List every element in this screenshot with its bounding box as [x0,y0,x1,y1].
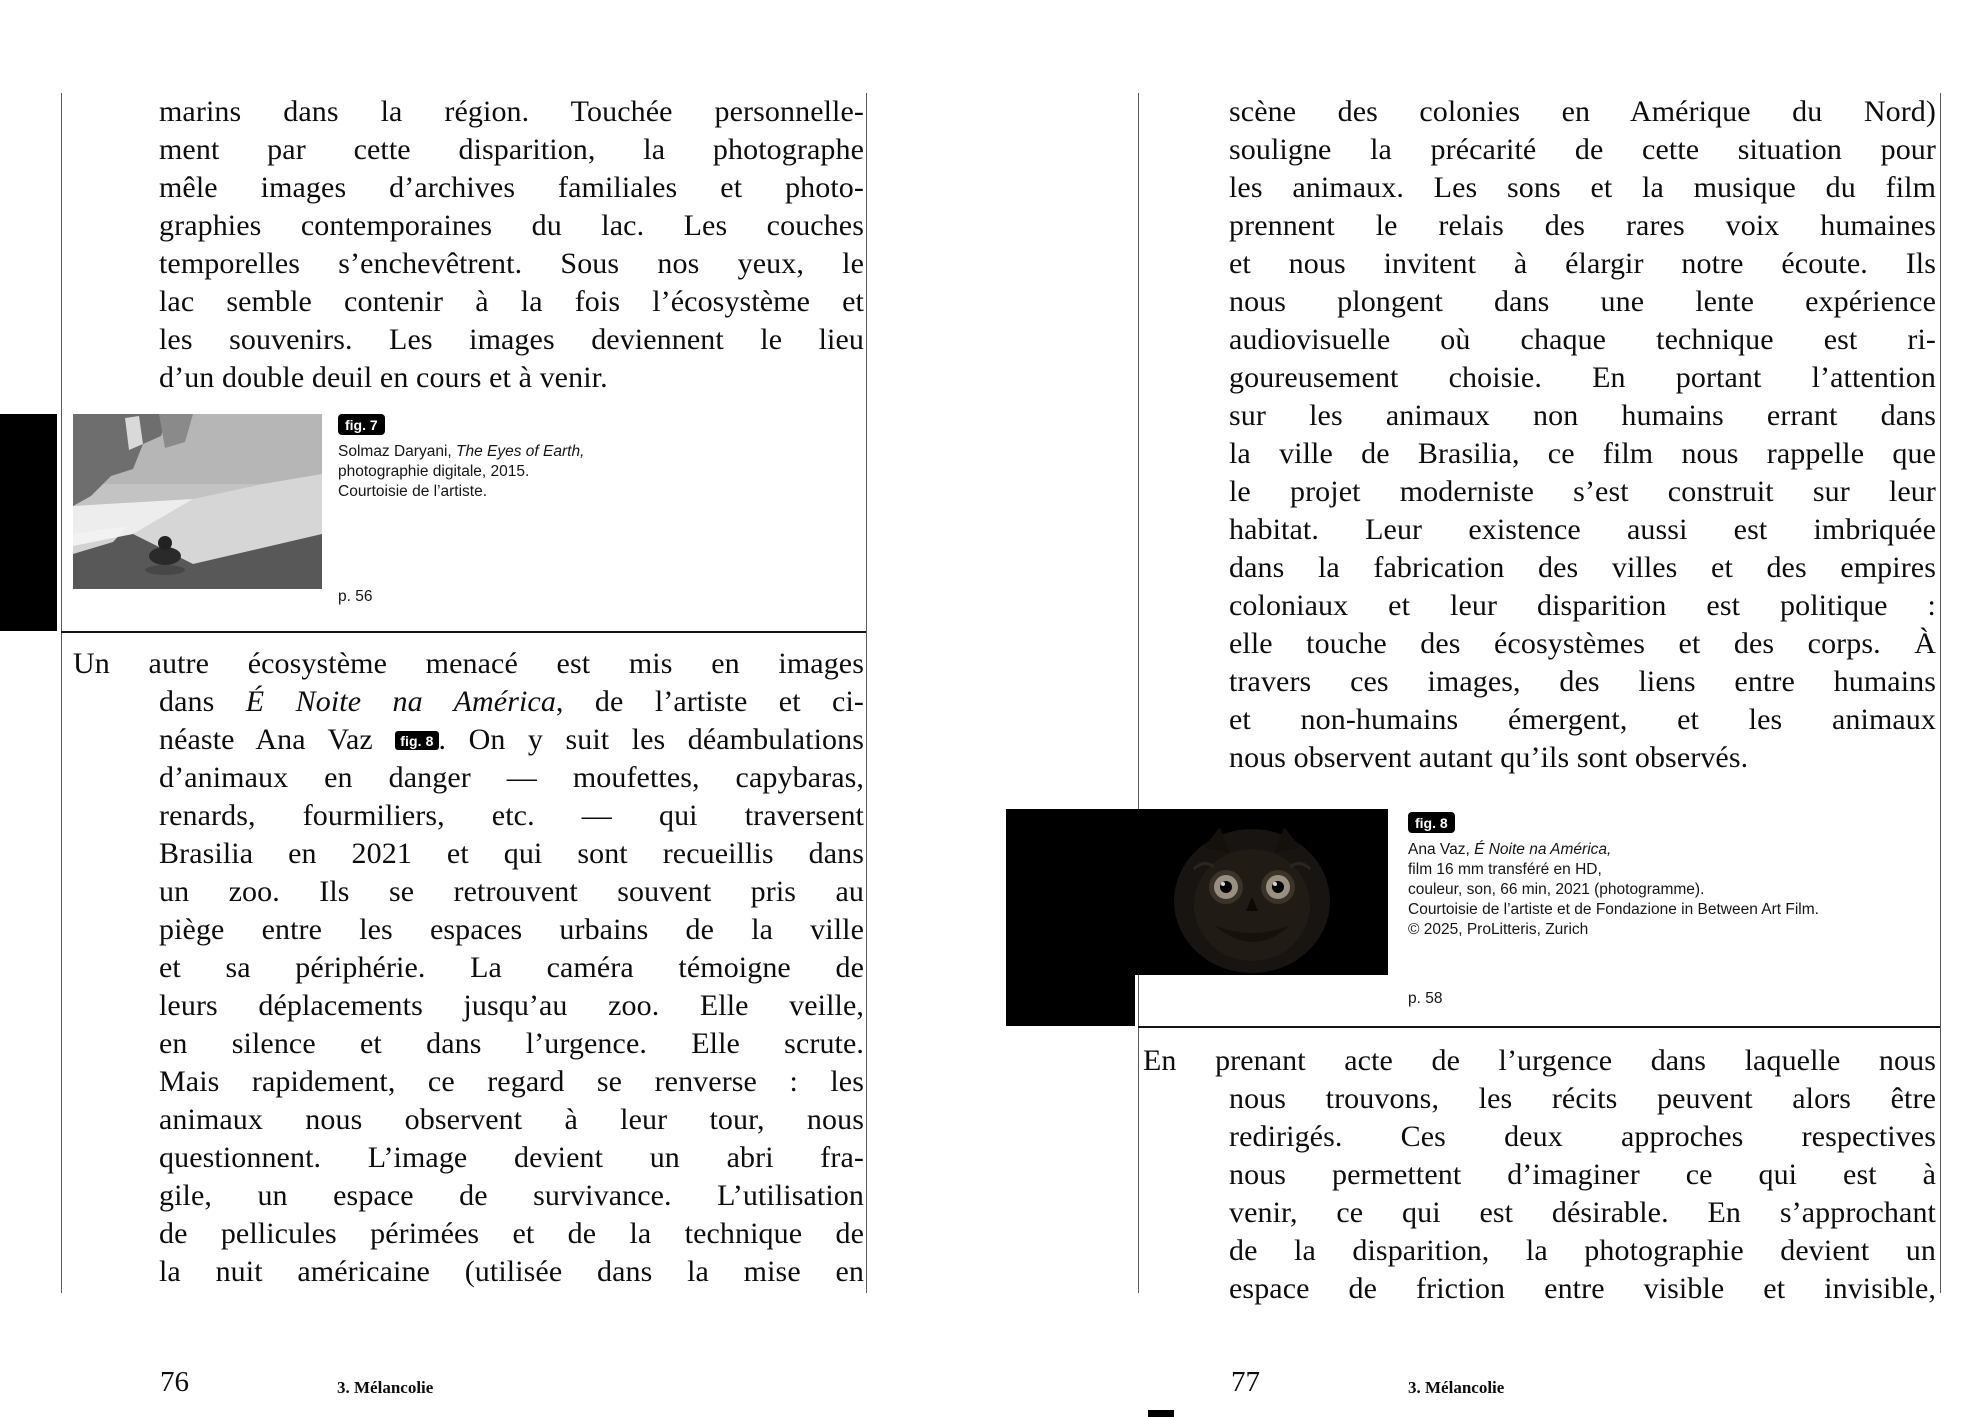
text-segment: , de l’artiste et ci- [555,685,864,718]
caption-title: É Noite na América, [1474,841,1612,858]
text-line: habitat. Leur existence aussi est imbriquée [1229,513,1936,546]
text-line: nous observent autant qu’ils sont observés. [1229,741,1749,774]
owl-photo-illustration [1134,809,1388,975]
text-line: de la disparition, la photographie devient un [1229,1234,1936,1267]
caption-title: The Eyes of Earth, [456,443,585,460]
paragraph-lines [1229,93,1936,777]
column-rule-left [61,93,62,1293]
text-line: d’animaux en danger — moufettes, capybaras, [159,761,864,794]
text-line: film 16 mm transféré en HD, [1408,861,1602,878]
fig8-page-ref: p. 58 [1408,990,1443,1007]
body-paragraph-main [73,645,864,1291]
inline-fig-ref: fig. 8 [395,731,438,750]
caption-artist: Solmaz Daryani, [338,443,457,460]
text-line: Un autre écosystème menacé est mis en images [73,647,864,680]
paragraph-lines [159,93,864,397]
text-line: d’un double deuil en cours et à venir. [159,361,608,394]
section-rule [1138,1026,1940,1028]
text-line: le projet moderniste s’est construit sur leur [1229,475,1936,508]
section-rule [61,631,866,633]
text-line: prennent le relais des rares voix humaines [1229,209,1936,242]
text-segment: . On y suit les déambulations [438,723,864,756]
text-line: et nous invitent à élargir notre écoute. Ils [1229,247,1936,280]
caption-line [338,442,668,462]
text-line: leurs déplacements jusqu’au zoo. Elle veille, [159,989,864,1022]
text-line: la nuit américaine (utilisée dans la mise en [159,1255,864,1288]
column-rule-right [866,93,867,1293]
fig8-bleed-tab [1006,809,1135,1026]
text-line: les souvenirs. Les images deviennent le lieu [159,323,864,356]
text-line: © 2025, ProLitteris, Zurich [1408,921,1589,938]
text-segment: néaste Ana Vaz [159,723,396,756]
text-line: et sa périphérie. La caméra témoigne de [159,951,864,984]
text-line: ment par cette disparition, la photographe [159,133,864,166]
text-line: En prenant acte de l’urgence dans laquelle nous [1143,1044,1936,1077]
text-line: Brasilia en 2021 et qui sont recueillis dans [159,837,864,870]
text-line: audiovisuelle où chaque technique est ri- [1229,323,1936,356]
fig7-badge: fig. 7 [338,414,385,435]
fig7-page-ref: p. 56 [338,588,373,605]
page-number: 76 [160,1366,189,1398]
text-line: venir, ce qui est désirable. En s’approchant [1229,1196,1936,1229]
paragraph-lines [1229,1080,1936,1308]
text-line: mêle images d’archives familiales et photo- [159,171,864,204]
text-line: redirigés. Ces deux approches respectives [1229,1120,1936,1153]
caption-lines [338,462,668,502]
text-line: la ville de Brasilia, ce film nous rappelle que [1229,437,1936,470]
text-line: coloniaux et leur disparition est politique : [1229,589,1936,622]
text-line: lac semble contenir à la fois l’écosystème et [159,285,864,318]
body-paragraph-continued [1229,93,1936,777]
text-line: questionnent. L’image devient un abri fra- [159,1141,864,1174]
chapter-footer-label: 3. Mélancolie [1408,1378,1505,1397]
text-line: et non-humains émergent, et les animaux [1229,703,1936,736]
text-line: elle touche des écosystèmes et des corps. À [1229,627,1936,660]
text-line: gile, un espace de survivance. L’utilisation [159,1179,864,1212]
text-line: travers ces images, des liens entre humains [1229,665,1936,698]
text-line: marins dans la région. Touchée personnelle- [159,95,864,128]
text-line: dans la fabrication des villes et des empires [1229,551,1936,584]
fig8-photo [1134,809,1388,975]
seashore-photo-illustration [73,414,322,589]
fig7-photo [73,414,322,589]
text-line: souligne la précarité de cette situation pour [1229,133,1936,166]
text-line: nous permettent d’imaginer ce qui est à [1229,1158,1936,1191]
text-line: un zoo. Ils se retrouvent souvent pris au [159,875,864,908]
text-line: photographie digitale, 2015. [338,463,530,480]
text-line: sur les animaux non humains errant dans [1229,399,1936,432]
fig8-badge: fig. 8 [1408,812,1455,833]
fig7-caption [338,414,668,502]
binding-mark [1148,1410,1174,1417]
fig8-caption [1408,812,1928,940]
text-line: de pellicules périmées et de la technique de [159,1217,864,1250]
italic-title: É Noite na América [245,685,556,718]
text-line: renards, fourmiliers, etc. — qui traversent [159,799,864,832]
fig8-badge-row [1408,812,1928,840]
text-line: nous plongent dans une lente expérience [1229,285,1936,318]
text-line: temporelles s’enchevêtrent. Sous nos yeux, le [159,247,864,280]
text-line [159,683,864,721]
text-segment: dans [159,685,246,718]
text-line: en silence et dans l’urgence. Elle scrute. [159,1027,864,1060]
text-line: couleur, son, 66 min, 2021 (photogramme). [1408,881,1705,898]
text-line: Courtoisie de l’artiste et de Fondazione in Between Art Film. [1408,901,1819,918]
caption-lines [1408,860,1928,940]
column-rule-left [1138,93,1139,1293]
body-paragraph-continued [159,93,864,397]
caption-line [1408,840,1928,860]
body-paragraph-main [1143,1042,1936,1308]
text-line: espace de friction entre visible et invisible, [1229,1272,1936,1305]
text-line: les animaux. Les sons et la musique du film [1229,171,1936,204]
page-number: 77 [1231,1366,1260,1398]
text-line: Mais rapidement, ce regard se renverse : les [159,1065,864,1098]
text-line: piège entre les espaces urbains de la ville [159,913,864,946]
text-line: nous trouvons, les récits peuvent alors être [1229,1082,1936,1115]
paragraph-lines [159,759,864,1291]
text-line: goureusement choisie. En portant l’attention [1229,361,1936,394]
text-line: graphies contemporaines du lac. Les couches [159,209,864,242]
text-line: Courtoisie de l’artiste. [338,483,488,500]
fig7-badge-row [338,414,668,442]
chapter-footer-label: 3. Mélancolie [337,1378,434,1397]
caption-artist: Ana Vaz, [1408,841,1475,858]
text-line: scène des colonies en Amérique du Nord) [1229,95,1936,128]
edge-bleed-tab [0,414,57,631]
text-line [159,721,864,759]
column-rule-right [1940,93,1941,1293]
text-line: animaux nous observent à leur tour, nous [159,1103,864,1136]
